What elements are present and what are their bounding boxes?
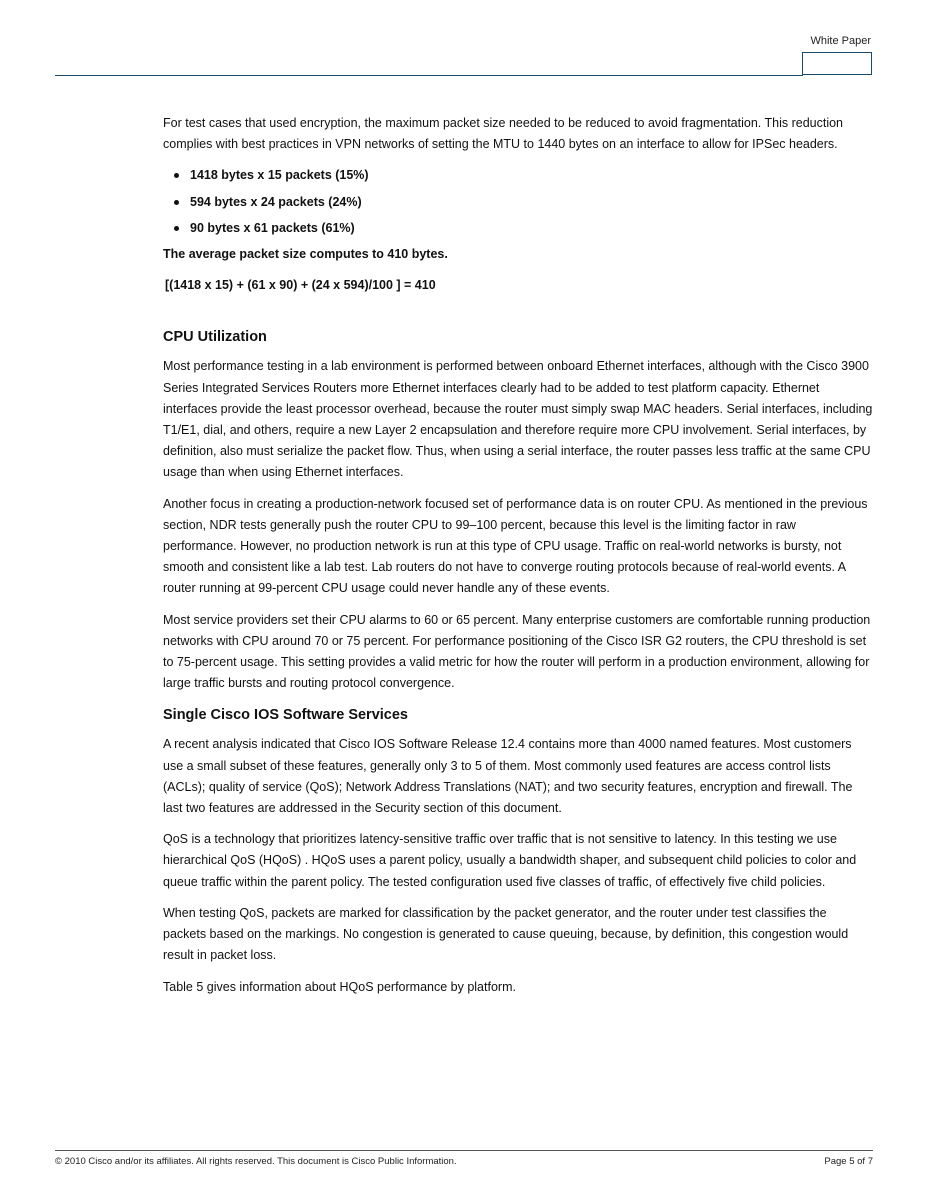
paragraph: When testing QoS, packets are marked for classification by the packet generator, and the router under test classifies the packets based on the markings. No congestion is generated to cause queuing, because, by definition, this congestion would result in packet loss.: [163, 905, 849, 963]
list-item: 1418 bytes x 15 packets (15%): [163, 165, 873, 186]
paragraph: Another focus in creating a production-network focused set of performance data is on router CPU. As mentioned in the previous section, NDR tests generally push the router CPU to 99–100 percent, because this level is the limiting factor in raw performance. However, no production network is run at this type of CPU usage. Traffic on real-world networks is bursty, not smooth and consistent like a lab test. Lab routers do not have to converge routing protocols because of real-world events. A router running at 99-percent CPU usage could never handle any of these events.: [163, 496, 868, 596]
paragraph: Table 5 gives information about HQoS performance by platform.: [163, 979, 516, 994]
footer-copyright: © 2010 Cisco and/or its affiliates. All rights reserved. This document is Cisco Public Information.: [55, 1156, 457, 1167]
header-rule: [55, 75, 803, 76]
page-body: [163, 113, 873, 1008]
average-formula: [(1418 x 15) + (61 x 90) + (24 x 594)/100 ] = 410: [165, 278, 436, 293]
packet-size-list: [163, 165, 873, 239]
page-number: Page 5 of 7: [824, 1156, 873, 1167]
paragraph: A recent analysis indicated that Cisco IOS Software Release 12.4 contains more than 4000 named features. Most customers use a small subset of these features, generally only 3 to 5 of them. Most commonly used features are access control lists (ACLs); quality of service (QoS); Network Address Translations (NAT); and two security features, encryption and firewall. The last two features are addressed in the Security section of this document.: [163, 737, 853, 816]
list-item: 594 bytes x 24 packets (24%): [163, 192, 873, 213]
paragraph: Most service providers set their CPU alarms to 60 or 65 percent. Many enterprise customers are comfortable running production networks with CPU around 70 or 75 percent. For performance positioning of the Cisco ISR G2 routers, the CPU threshold is set to 75-percent usage. This setting provides a valid metric for how the router will perform in a production environment, allowing for large traffic bursts and routing protocol convergence.: [163, 612, 871, 691]
footer-rule: [55, 1150, 873, 1151]
document-type-label: White Paper: [810, 35, 871, 47]
average-statement: The average packet size computes to 410 bytes.: [163, 247, 448, 262]
list-item: 90 bytes x 61 packets (61%): [163, 218, 873, 239]
paragraph: Most performance testing in a lab environment is performed between onboard Ethernet interfaces, although with the Cisco 3900 Series Integrated Services Routers more Ethernet interfaces clearly had to be added to test platform capacity. Ethernet interfaces provide the least processor overhead, because the router must simply swap MAC headers. Serial interfaces, including T1/E1, dial, and others, require a new Layer 2 encapsulation and therefore require more CPU involvement. Serial interfaces, by definition, also must serialize the packet flow. Thus, when using a serial interface, the router passes less traffic at the same CPU usage than when using Ethernet interfaces.: [163, 359, 873, 480]
header-box: [802, 52, 872, 75]
section-heading-cpu-utilization: CPU Utilization: [163, 329, 267, 346]
intro-paragraph: For test cases that used encryption, the maximum packet size needed to be reduced to avoid fragmentation. This reduction complies with best practices in VPN networks of setting the MTU to 1440 bytes on an interface to allow for IPSec headers.: [163, 116, 844, 152]
section-heading-ios-services: Single Cisco IOS Software Services: [163, 707, 408, 724]
paragraph: QoS is a technology that prioritizes latency-sensitive traffic over traffic that is not sensitive to latency. In this testing we use hierarchical QoS (HQoS) . HQoS uses a parent policy, usually a bandwidth shaper, and subsequent child policies to color and queue traffic within the parent policy. The tested configuration used five classes of traffic, of effectively five child policies.: [163, 832, 857, 889]
